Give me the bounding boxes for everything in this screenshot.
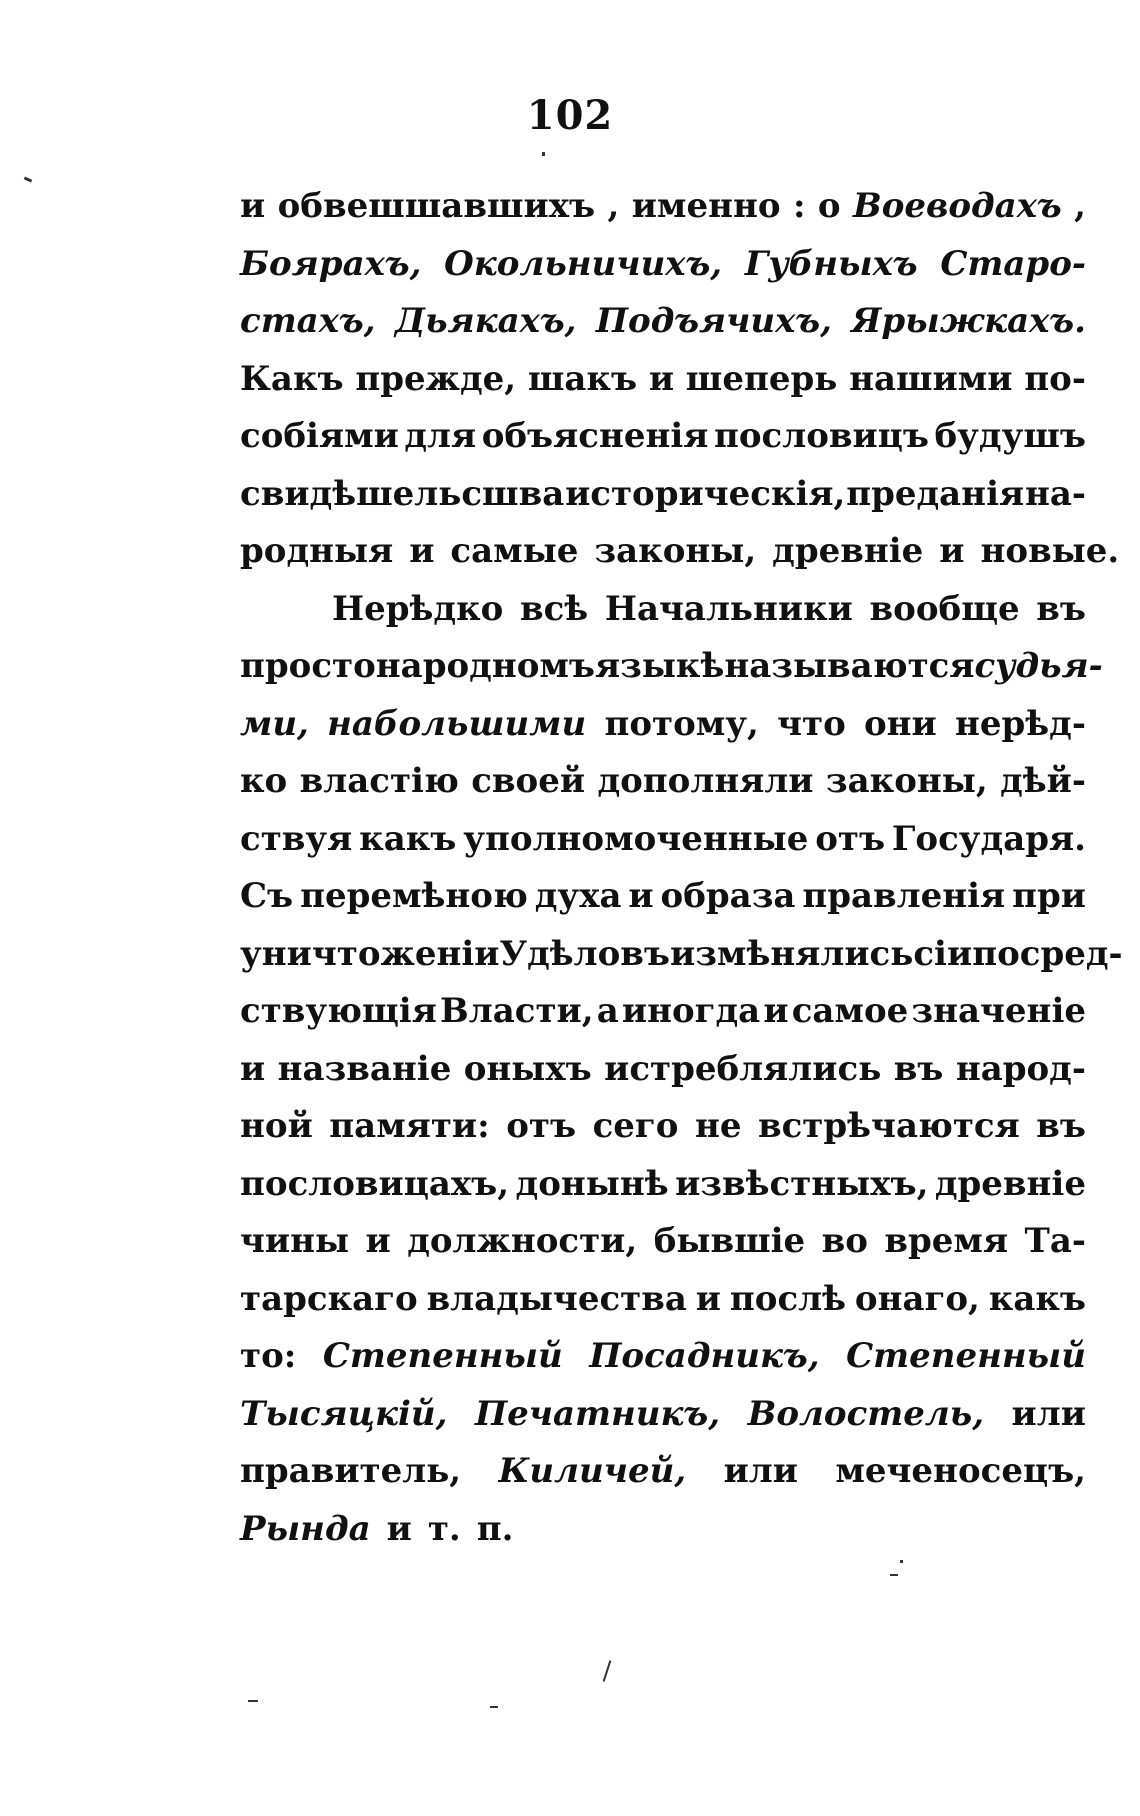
text-line xyxy=(240,408,1086,466)
scan-speck xyxy=(248,1700,258,1702)
word: обвешшавшихъ xyxy=(277,186,596,226)
text-line xyxy=(240,1041,1086,1099)
word: и xyxy=(240,1048,266,1089)
text-line xyxy=(240,581,1086,639)
word: вообще xyxy=(869,588,1020,629)
word: Рында xyxy=(240,1508,371,1549)
word: историческія, xyxy=(565,473,846,514)
text-line xyxy=(240,983,1086,1041)
scan-speck xyxy=(24,176,33,182)
word: древніе xyxy=(772,531,924,571)
word: бывшіе xyxy=(653,1221,806,1261)
word: дополняли xyxy=(597,761,814,801)
word: свидѣшельсшва xyxy=(240,473,565,514)
word: ствующія xyxy=(240,991,437,1031)
word: будушъ xyxy=(934,416,1086,456)
word: на- xyxy=(1024,473,1086,514)
word: самые xyxy=(450,531,579,571)
word: названіе xyxy=(277,1048,452,1089)
word: прежде, xyxy=(355,358,517,399)
word: Степенный xyxy=(322,1336,563,1376)
word: Государя. xyxy=(891,818,1086,859)
word: при xyxy=(1012,876,1086,916)
word: и xyxy=(763,991,789,1031)
word: Нерѣдко xyxy=(332,588,504,629)
word: Тысяцкій, xyxy=(240,1393,448,1434)
word: Степенный xyxy=(846,1336,1086,1376)
text-line xyxy=(240,868,1086,926)
word: не xyxy=(694,1106,742,1146)
text-line xyxy=(240,1213,1086,1271)
word: языкѣ xyxy=(595,646,725,686)
word: посред- xyxy=(972,933,1123,974)
word: Киличей, xyxy=(498,1451,687,1491)
word: тарскаго xyxy=(240,1278,418,1319)
word: ко xyxy=(240,761,288,801)
word: оныхъ xyxy=(463,1048,592,1089)
word: и xyxy=(409,531,435,571)
word: потому, xyxy=(604,703,759,744)
text-line xyxy=(240,523,1120,581)
word: именно xyxy=(631,186,781,226)
word: и xyxy=(240,186,266,226)
word: онаго, xyxy=(854,1278,980,1319)
word: перемѣною xyxy=(300,876,528,916)
word: набольшими xyxy=(327,703,587,744)
word: памяти: xyxy=(329,1106,490,1146)
word: въ xyxy=(1036,588,1086,629)
word: истреблялись xyxy=(604,1048,882,1089)
word: пословицахъ, xyxy=(240,1163,510,1204)
word: сіи xyxy=(913,933,973,974)
word: въ xyxy=(893,1048,944,1089)
text-line xyxy=(240,293,1086,351)
word: образа xyxy=(660,876,796,916)
word: ной xyxy=(240,1106,313,1146)
word: значеніе xyxy=(911,991,1086,1031)
word: для xyxy=(404,416,477,456)
scan-speck xyxy=(900,1560,903,1563)
word: Дьякахъ, xyxy=(394,301,577,341)
word: Окольничихъ, xyxy=(444,243,723,284)
word: Власти, xyxy=(440,991,594,1031)
text-line xyxy=(240,351,1086,409)
word: Какъ xyxy=(240,358,344,399)
word: отъ xyxy=(815,818,886,859)
word: нерѣд- xyxy=(954,703,1086,744)
word: родныя xyxy=(240,531,394,571)
word: измѣнялись xyxy=(670,933,914,974)
word: чины xyxy=(240,1221,350,1261)
word: преданія xyxy=(846,473,1025,514)
text-line xyxy=(240,178,1086,236)
word: извѣстныхъ, xyxy=(675,1163,929,1204)
word: самое xyxy=(791,991,909,1031)
word: и xyxy=(939,531,965,571)
body-text xyxy=(240,178,1123,1558)
word: древніе xyxy=(934,1163,1086,1204)
word: меченосецъ, xyxy=(835,1451,1086,1491)
word: что xyxy=(777,703,846,744)
text-line xyxy=(240,1328,1086,1386)
word: Съ xyxy=(240,876,294,916)
word: Губныхъ xyxy=(744,243,918,284)
word: стахъ, xyxy=(240,301,376,341)
word: и xyxy=(648,358,675,399)
word: правитель, xyxy=(240,1451,462,1491)
word: они xyxy=(863,703,937,744)
word: судья- xyxy=(974,646,1103,686)
word: шеперь xyxy=(685,358,838,399)
word: новые. xyxy=(980,531,1120,571)
word: въ xyxy=(1036,1106,1086,1146)
text-line xyxy=(240,696,1086,754)
word: Боярахъ, xyxy=(240,243,422,284)
word: встрѣчаются xyxy=(757,1106,1020,1146)
word: народ- xyxy=(955,1048,1086,1089)
text-line xyxy=(240,1098,1086,1156)
word: послѣ xyxy=(729,1278,847,1319)
scan-speck xyxy=(603,1660,612,1682)
text-line xyxy=(240,811,1086,869)
word: Воеводахъ xyxy=(852,186,1062,226)
word: Старо- xyxy=(940,243,1086,284)
word: Ярыжкахъ. xyxy=(851,301,1086,341)
word: должности, xyxy=(407,1221,638,1261)
page-number: 102 xyxy=(526,92,614,139)
word: по- xyxy=(1024,358,1086,399)
word: о xyxy=(817,186,841,226)
word: иногда xyxy=(621,991,761,1031)
word: называются xyxy=(724,646,975,686)
word: а xyxy=(596,991,619,1031)
word: : xyxy=(792,186,806,226)
word: ствуя xyxy=(240,818,353,859)
text-line xyxy=(240,236,1086,294)
scan-speck xyxy=(490,1706,498,1708)
word: , xyxy=(607,186,620,226)
word: или xyxy=(1011,1393,1086,1434)
word: уничтоженіи xyxy=(240,933,500,974)
word: во xyxy=(821,1221,868,1261)
text-line xyxy=(240,1156,1086,1214)
word: Та- xyxy=(1024,1221,1086,1261)
word: какъ xyxy=(988,1278,1086,1319)
word: Печатникъ, xyxy=(474,1393,721,1434)
word: нашими xyxy=(849,358,1013,399)
word: объясненія xyxy=(481,416,709,456)
word: то: xyxy=(240,1336,297,1376)
word: донынѣ xyxy=(515,1163,669,1204)
word: законы, xyxy=(825,761,988,801)
word: , xyxy=(1074,186,1086,226)
word: владычества xyxy=(426,1278,687,1319)
word: правленія xyxy=(802,876,1006,916)
word: дѣй- xyxy=(1000,761,1086,801)
text-line xyxy=(240,1443,1086,1501)
text-line xyxy=(240,753,1086,811)
word: своей xyxy=(471,761,586,801)
text-line xyxy=(240,1386,1086,1444)
word: простонародномъ xyxy=(240,646,595,686)
word: сего xyxy=(592,1106,679,1146)
text-line xyxy=(240,926,1123,984)
word: время xyxy=(884,1221,1009,1261)
scan-speck xyxy=(542,152,545,156)
word: уполномоченные xyxy=(463,818,809,859)
word: т. xyxy=(427,1508,461,1549)
word: или xyxy=(723,1451,799,1491)
text-line xyxy=(240,1501,1086,1559)
word: законы, xyxy=(594,531,757,571)
word: и xyxy=(365,1221,391,1261)
word: Подъячихъ, xyxy=(595,301,832,341)
word: пословицъ xyxy=(713,416,929,456)
word: духа xyxy=(534,876,622,916)
word: п. xyxy=(476,1508,514,1549)
word: шакъ xyxy=(527,358,638,399)
word: Посадникъ, xyxy=(589,1336,820,1376)
word: и xyxy=(695,1278,721,1319)
word: Удѣловъ xyxy=(499,933,670,974)
word: всѣ xyxy=(519,588,589,629)
word: властію xyxy=(299,761,459,801)
word: отъ xyxy=(506,1106,577,1146)
text-line xyxy=(240,638,1103,696)
word: Начальники xyxy=(604,588,853,629)
scan-speck xyxy=(890,1574,898,1576)
word: собіями xyxy=(240,416,399,456)
word: ми, xyxy=(240,703,309,744)
text-line xyxy=(240,466,1086,524)
word: и xyxy=(386,1508,412,1549)
word: и xyxy=(628,876,654,916)
word: какъ xyxy=(359,818,457,859)
word: Волостель, xyxy=(747,1393,985,1434)
text-line xyxy=(240,1271,1086,1329)
